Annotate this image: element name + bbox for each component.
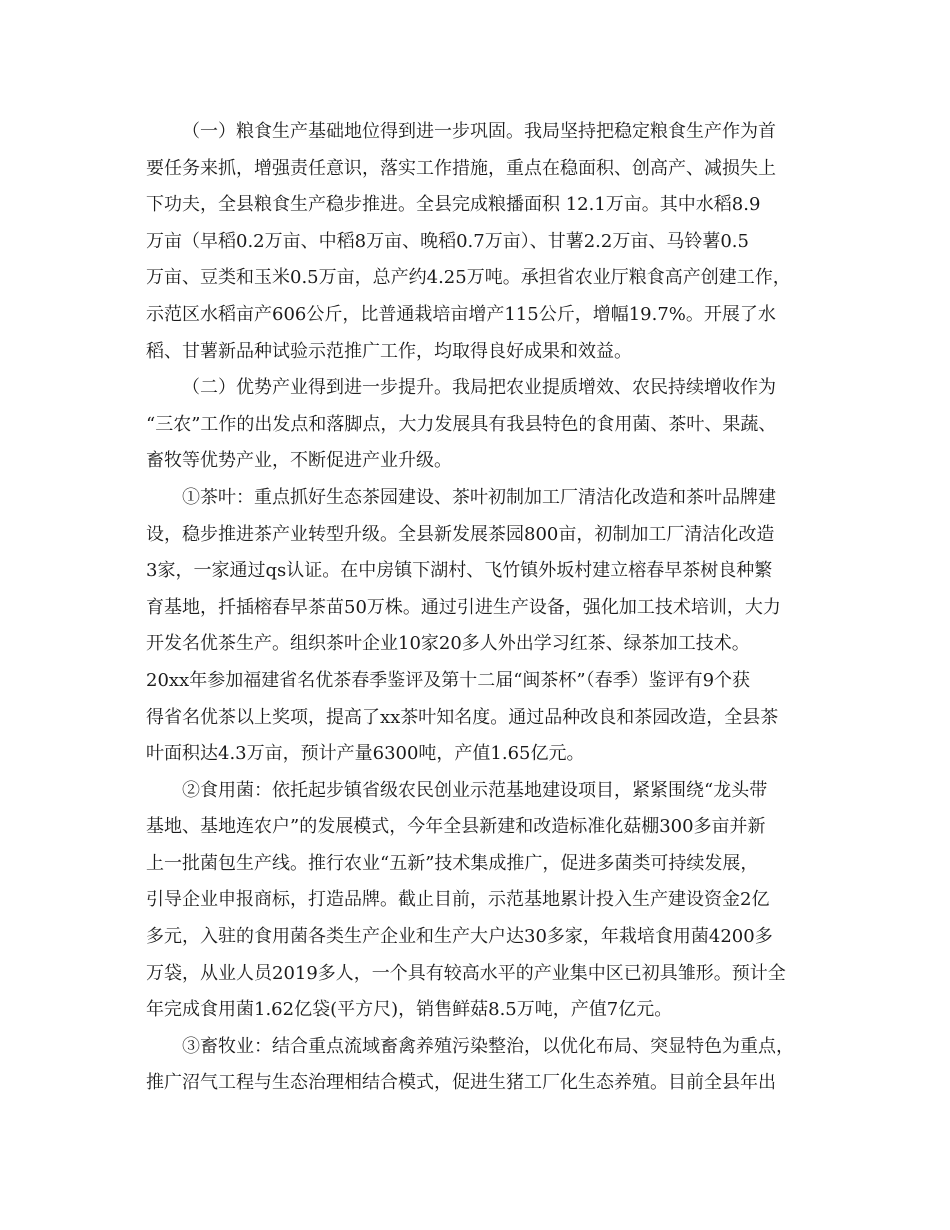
document-body	[146, 114, 806, 1102]
text-line: 上一批菌包生产线。推行农业“五新”技术集成推广，促进多菌类可持续发展，	[146, 852, 759, 874]
text-line: 示范区水稻亩产606公斤，比普通栽培亩增产115公斤，增幅19.7%。开展了水	[146, 303, 776, 325]
text-line: ②食用菌：依托起步镇省级农民创业示范基地建设项目，紧紧围绕“龙头带	[182, 779, 768, 801]
text-line: 得省名优茶以上奖项，提高了xx茶叶知名度。通过品种改良和茶园改造，全县茶	[146, 706, 779, 728]
text-line: 畜牧等优势产业，不断促进产业升级。	[146, 450, 452, 472]
text-line: 开发名优茶生产。组织茶叶企业10家20多人外出学习红茶、绿茶加工技术。	[146, 633, 750, 655]
text-line: 引导企业申报商标，打造品牌。截止目前，示范基地累计投入生产建设资金2亿	[146, 889, 770, 911]
text-line: 3家，一家通过qs认证。在中房镇下湖村、飞竹镇外坂村建立榕春早茶树良种繁	[146, 560, 773, 582]
text-line: ①茶叶：重点抓好生态茶园建设、茶叶初制加工厂清洁化改造和茶叶品牌建	[182, 486, 776, 508]
text-line: 基地、基地连农户”的发展模式，今年全县新建和改造标准化菇棚300多亩并新	[146, 816, 766, 838]
text-line: ③畜牧业：结合重点流域畜禽养殖污染整治，以优化布局、突显特色为重点，	[182, 1035, 794, 1057]
text-line: 设，稳步推进茶产业转型升级。全县新发展茶园800亩，初制加工厂清洁化改造	[146, 523, 775, 545]
text-line: 要任务来抓，增强责任意识，落实工作措施，重点在稳面积、创高产、减损失上	[146, 157, 776, 179]
text-line: 下功夫，全县粮食生产稳步推进。全县完成粮播面积 12.1万亩。其中水稻8.9	[146, 194, 761, 216]
text-line: 多元，入驻的食用菌各类生产企业和生产大户达30多家，年栽培食用菌4200多	[146, 926, 773, 948]
text-line: 育基地，扦插榕春早茶苗50万株。通过引进生产设备，强化加工技术培训，大力	[146, 596, 781, 618]
text-line: （二）优势产业得到进一步提升。我局把农业提质增效、农民持续增收作为	[182, 377, 776, 399]
text-line: 万亩、豆类和玉米0.5万亩，总产约4.25万吨。承担省农业厅粮食高产创建工作，	[146, 267, 791, 289]
text-line: 20xx年参加福建省名优茶春季鉴评及第十二届“闽茶杯”（春季）鉴评有9个获	[146, 669, 751, 691]
text-line: “三农”工作的出发点和落脚点，大力发展具有我县特色的食用菌、茶叶、果蔬、	[146, 413, 777, 435]
text-line: 万袋，从业人员2019多人，一个具有较高水平的产业集中区已初具雏形。预计全	[146, 962, 786, 984]
text-line: 推广沼气工程与生态治理相结合模式，促进生猪工厂化生态养殖。目前全县年出	[146, 1072, 776, 1094]
text-line: 叶面积达4.3万亩，预计产量6300吨，产值1.65亿元。	[146, 743, 585, 765]
text-line: 万亩（早稻0.2万亩、中稻8万亩、晚稻0.7万亩）、甘薯2.2万亩、马铃薯0.5	[146, 230, 749, 252]
text-line: 年完成食用菌1.62亿袋(平方尺)，销售鲜菇8.5万吨，产值7亿元。	[146, 999, 673, 1021]
text-line: 稻、甘薯新品种试验示范推广工作，均取得良好成果和效益。	[146, 340, 632, 362]
text-line: （一）粮食生产基础地位得到进一步巩固。我局坚持把稳定粮食生产作为首	[182, 121, 776, 142]
